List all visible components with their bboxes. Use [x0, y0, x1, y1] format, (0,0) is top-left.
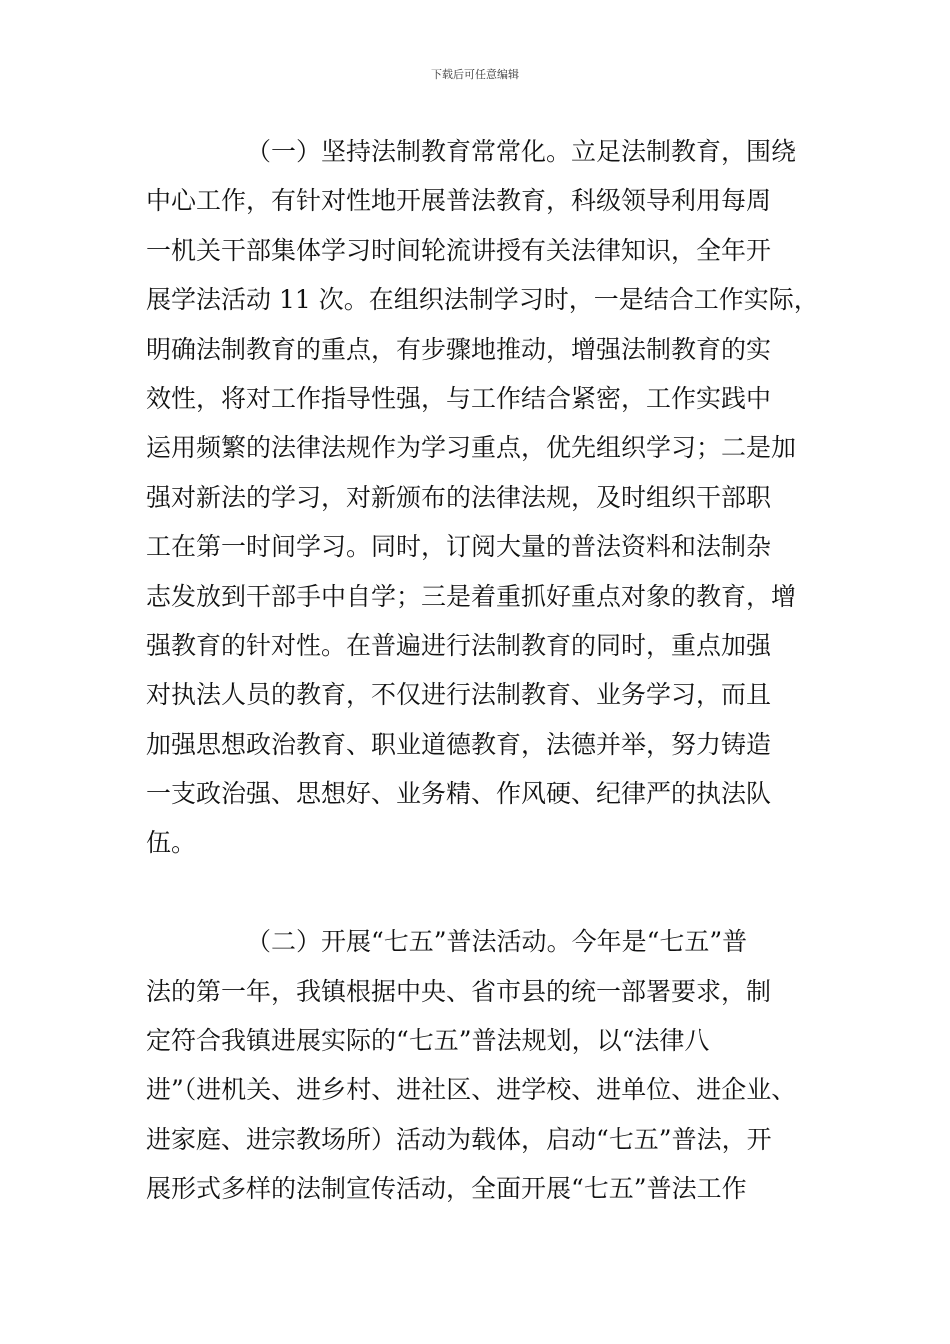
- text-line: 效性，将对工作指导性强，与工作结合紧密，工作实践中: [146, 383, 772, 413]
- text-line: 伍。: [146, 828, 197, 858]
- text-line: 强教育的针对性。在普遍进行法制教育的同时，重点加强: [146, 630, 772, 660]
- text-line: 志发放到干部手中自学；三是着重抓好重点对象的教育，增: [146, 581, 797, 611]
- paragraph-qiwu-pufa: [146, 917, 826, 1213]
- text-line: 对执法人员的教育，不仅进行法制教育、业务学习，而且: [146, 680, 772, 710]
- text-line: 一机关干部集体学习时间轮流讲授有关法律知识，全年开: [146, 235, 772, 265]
- text-line: 法的第一年，我镇根据中央、省市县的统一部署要求，制: [146, 976, 772, 1006]
- text-line: 中心工作，有针对性地开展普法教育，科级领导利用每周: [146, 186, 772, 216]
- document-body: [146, 127, 826, 1214]
- text-line: 进家庭、进宗教场所）活动为载体，启动“七五”普法，开: [146, 1124, 772, 1154]
- text-line: 展形式多样的法制宣传活动，全面开展“七五”普法工作: [146, 1174, 747, 1204]
- text-line: 加强思想政治教育、职业道德教育，法德并举，努力铸造: [146, 729, 772, 759]
- paragraph-spacer: [146, 868, 826, 917]
- text-line: （一）坚持法制教育常常化。立足法制教育，围绕: [246, 137, 797, 166]
- text-line: 进”（进机关、进乡村、进社区、进学校、进单位、进企业、: [146, 1075, 797, 1105]
- text-line: 明确法制教育的重点，有步骤地推动，增强法制教育的实: [146, 334, 772, 364]
- text-line: 强对新法的学习，对新颁布的法律法规，及时组织干部职: [146, 482, 772, 512]
- paragraph-legal-education: [146, 127, 826, 868]
- text-line: （二）开展“七五”普法活动。今年是“七五”普: [246, 927, 748, 957]
- text-line: 工在第一时间学习。同时，订阅大量的普法资料和法制杂: [146, 532, 772, 562]
- text-line: 定符合我镇进展实际的“七五”普法规划，以“法律八: [146, 1026, 710, 1056]
- text-line: 一支政治强、思想好、业务精、作风硬、纪律严的执法队: [146, 779, 772, 809]
- text-line: 运用频繁的法律法规作为学习重点，优先组织学习；二是加: [146, 433, 797, 463]
- text-line: 展学法活动 11 次。在组织法制学习时，一是结合工作实际，: [146, 285, 819, 315]
- page-header-note: 下载后可任意编辑: [431, 68, 519, 81]
